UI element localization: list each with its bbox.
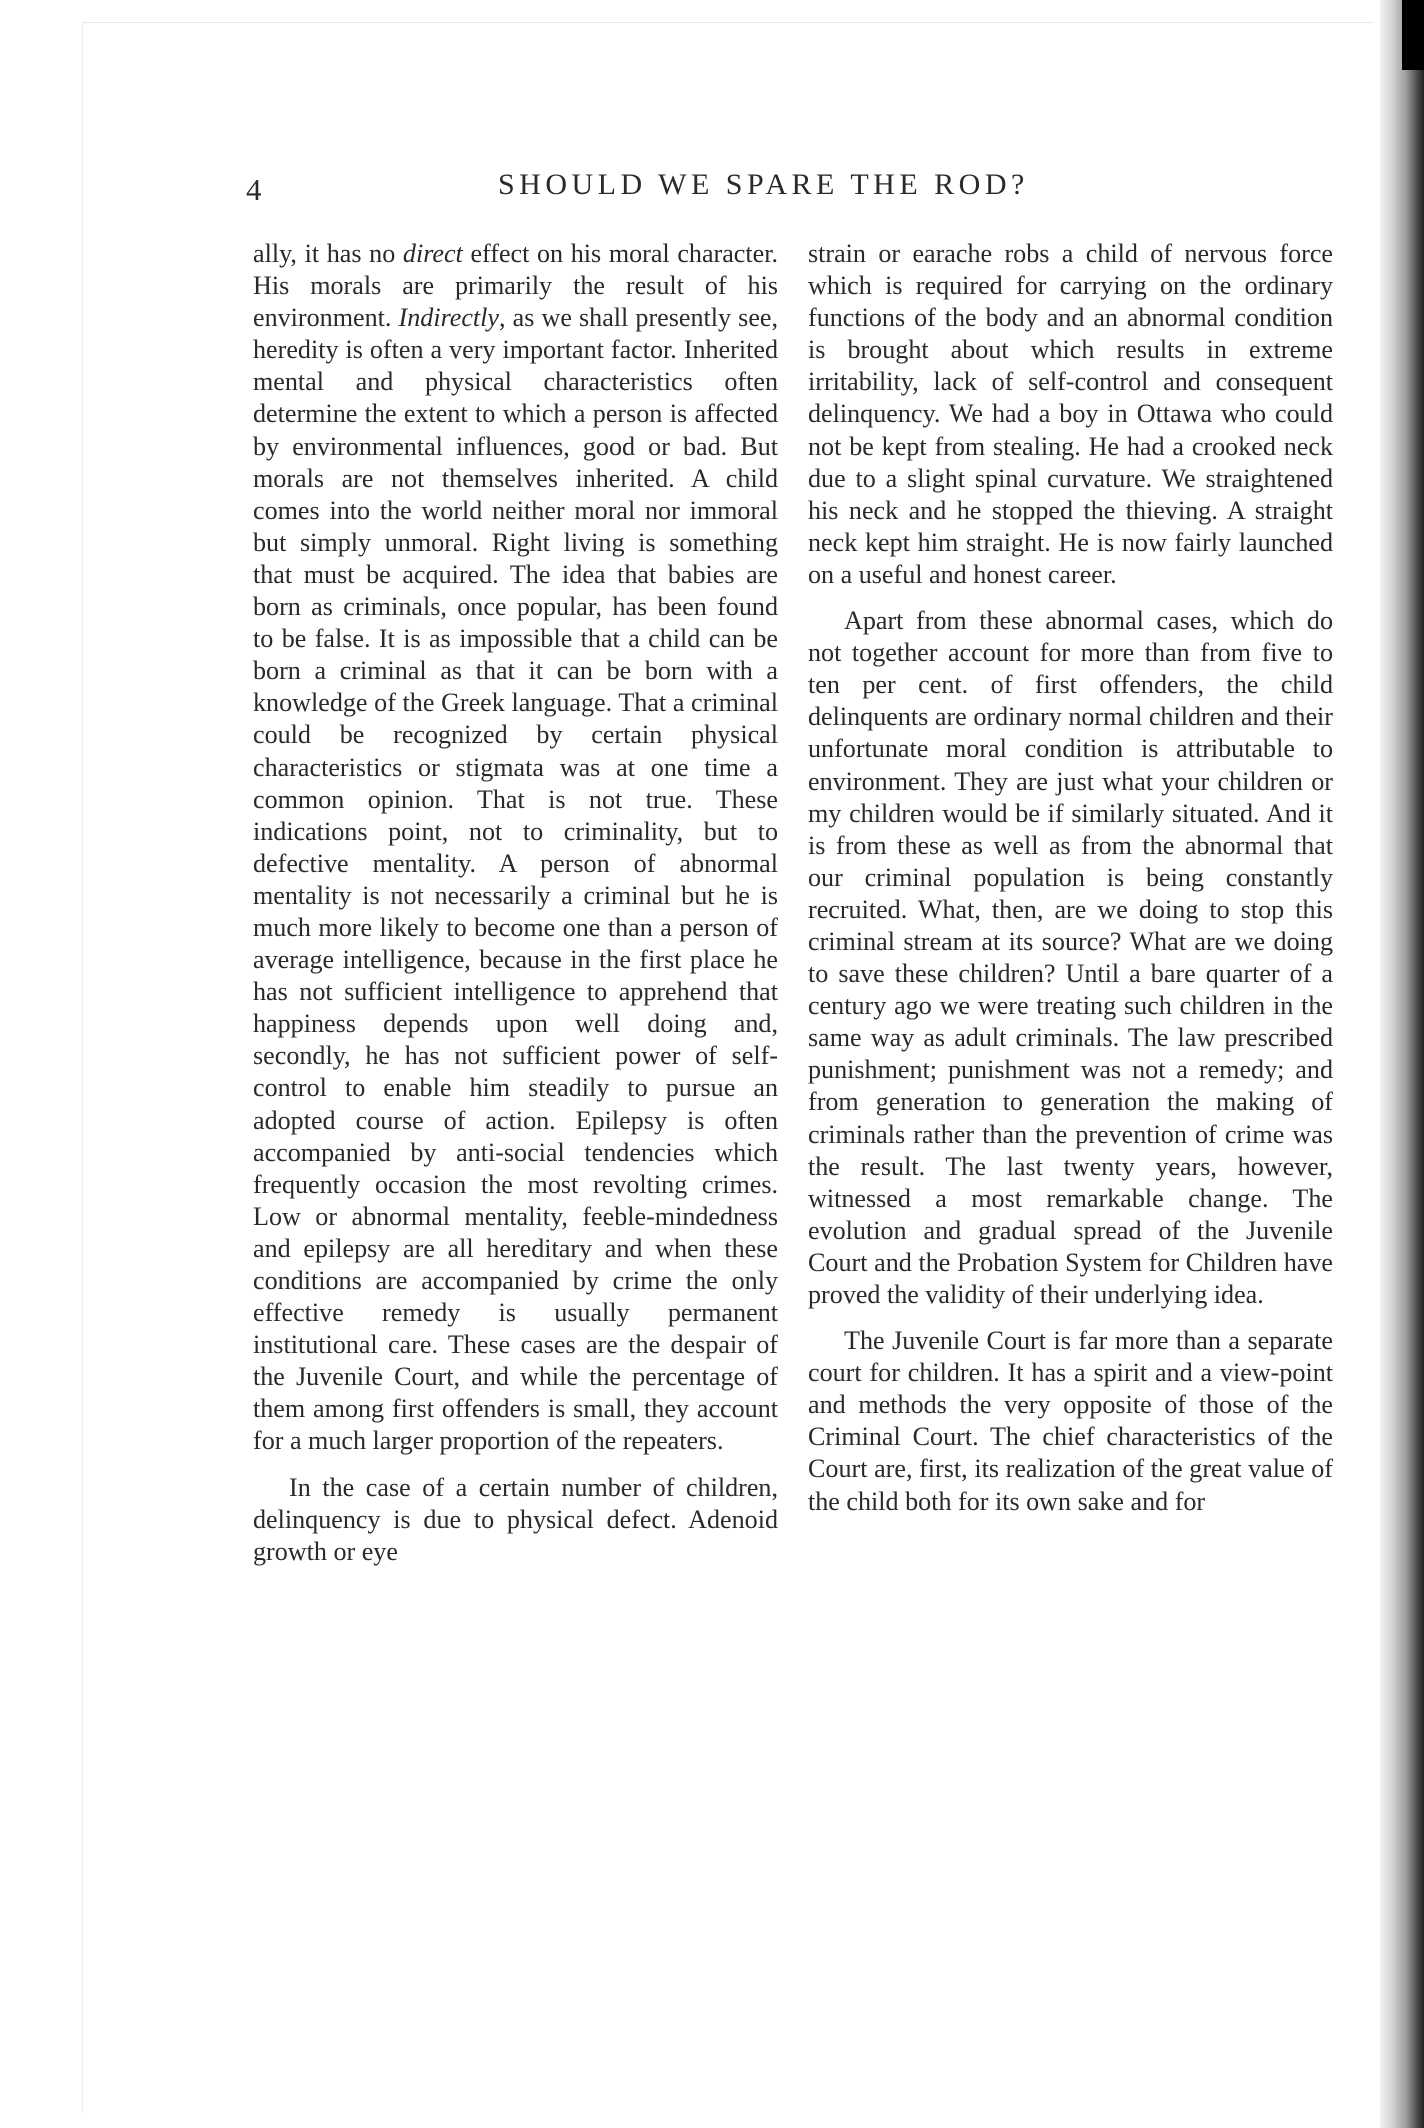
left-paragraph-1: ally, it has no direct effect on his moral character. His morals are primarily the result of his environment. Indirectly, as we shall presently see, heredity is often a very important factor. Inherited mental and physical characteristics often determine the extent to which a person is affected by environmental influences, good or bad. But morals are not themselves inherited. A child comes into the world neither moral nor immoral but simply unmoral. Right living is something that must be acquired. The idea that babies are born as criminals, once popular, has been found to be false. It is as impossible that a child can be born a criminal as that it can be born with a knowledge of the Greek language. That a criminal could be recognized by certain physical characteristics or stigmata was at one time a common opinion. That is not true. These indications point, not to criminality, but to defective mentality. A person of abnormal mentality is not necessarily a criminal but he is much more likely to become one than a person of average intelligence, because in the first place he has not sufficient intelligence to apprehend that happiness depends upon well doing and, secondly, he has not sufficient power of self-control to enable him steadily to pursue an adopted course of action. Epilepsy is often accompanied by anti-social tendencies which frequently occasion the most revolting crimes. Low or abnormal mentality, feeble-mindedness and epilepsy are all hereditary and when these conditions are accompanied by crime the only effective remedy is usually permanent institutional care. These cases are the despair of the Juvenile Court, and while the percentage of them among first offenders is small, they account for a much larger proportion of the repeaters. xyxy=(253,239,779,1456)
running-head: SHOULD WE SPARE THE ROD? xyxy=(498,168,1029,201)
scan-edge-shadow xyxy=(1380,0,1424,2128)
right-column xyxy=(808,238,1333,1518)
right-paragraph-3: The Juvenile Court is far more than a separate court for children. It has a spirit and a view-point and methods the very opposite of those of the Criminal Court. The chief characteristics of the Court are, first, its realization of the great value of the child both for its own sake and for xyxy=(808,1326,1333,1516)
scan-edge-corner xyxy=(1402,0,1424,70)
right-paragraph-2: Apart from these abnormal cases, which do not together account for more than from five to ten per cent. of first offenders, the child delinquents are ordinary normal children and their unfortunate moral condition is attributable to environment. They are just what your children or my children would be if similarly situated. And it is from these as well as from the abnormal that our criminal population is being constantly recruited. What, then, are we doing to stop this criminal stream at its source? What are we doing to save these children? Until a bare quarter of a century ago we were treating such children in the same way as adult criminals. The law prescribed punishment; punishment was not a remedy; and from generation to generation the making of criminals rather than the prevention of crime was the result. The last twenty years, however, witnessed a most remarkable change. The evolution and gradual spread of the Juvenile Court and the Probation System for Children have proved the validity of their underlying idea. xyxy=(808,606,1333,1309)
right-paragraph-1: strain or earache robs a child of nervous force which is required for carrying on the ordinary functions of the body and an abnormal condition is brought about which results in extreme irritability, lack of self-control and consequent delinquency. We had a boy in Ottawa who could not be kept from stealing. He had a crooked neck due to a slight spinal curvature. We straightened his neck and he stopped the thieving. A straight neck kept him straight. He is now fairly launched on a useful and honest career. xyxy=(808,239,1333,589)
left-column xyxy=(253,238,778,1568)
page-number: 4 xyxy=(246,172,263,207)
left-paragraph-2: In the case of a certain number of children, delinquency is due to physical defect. Adenoid growth or eye xyxy=(253,1472,778,1566)
